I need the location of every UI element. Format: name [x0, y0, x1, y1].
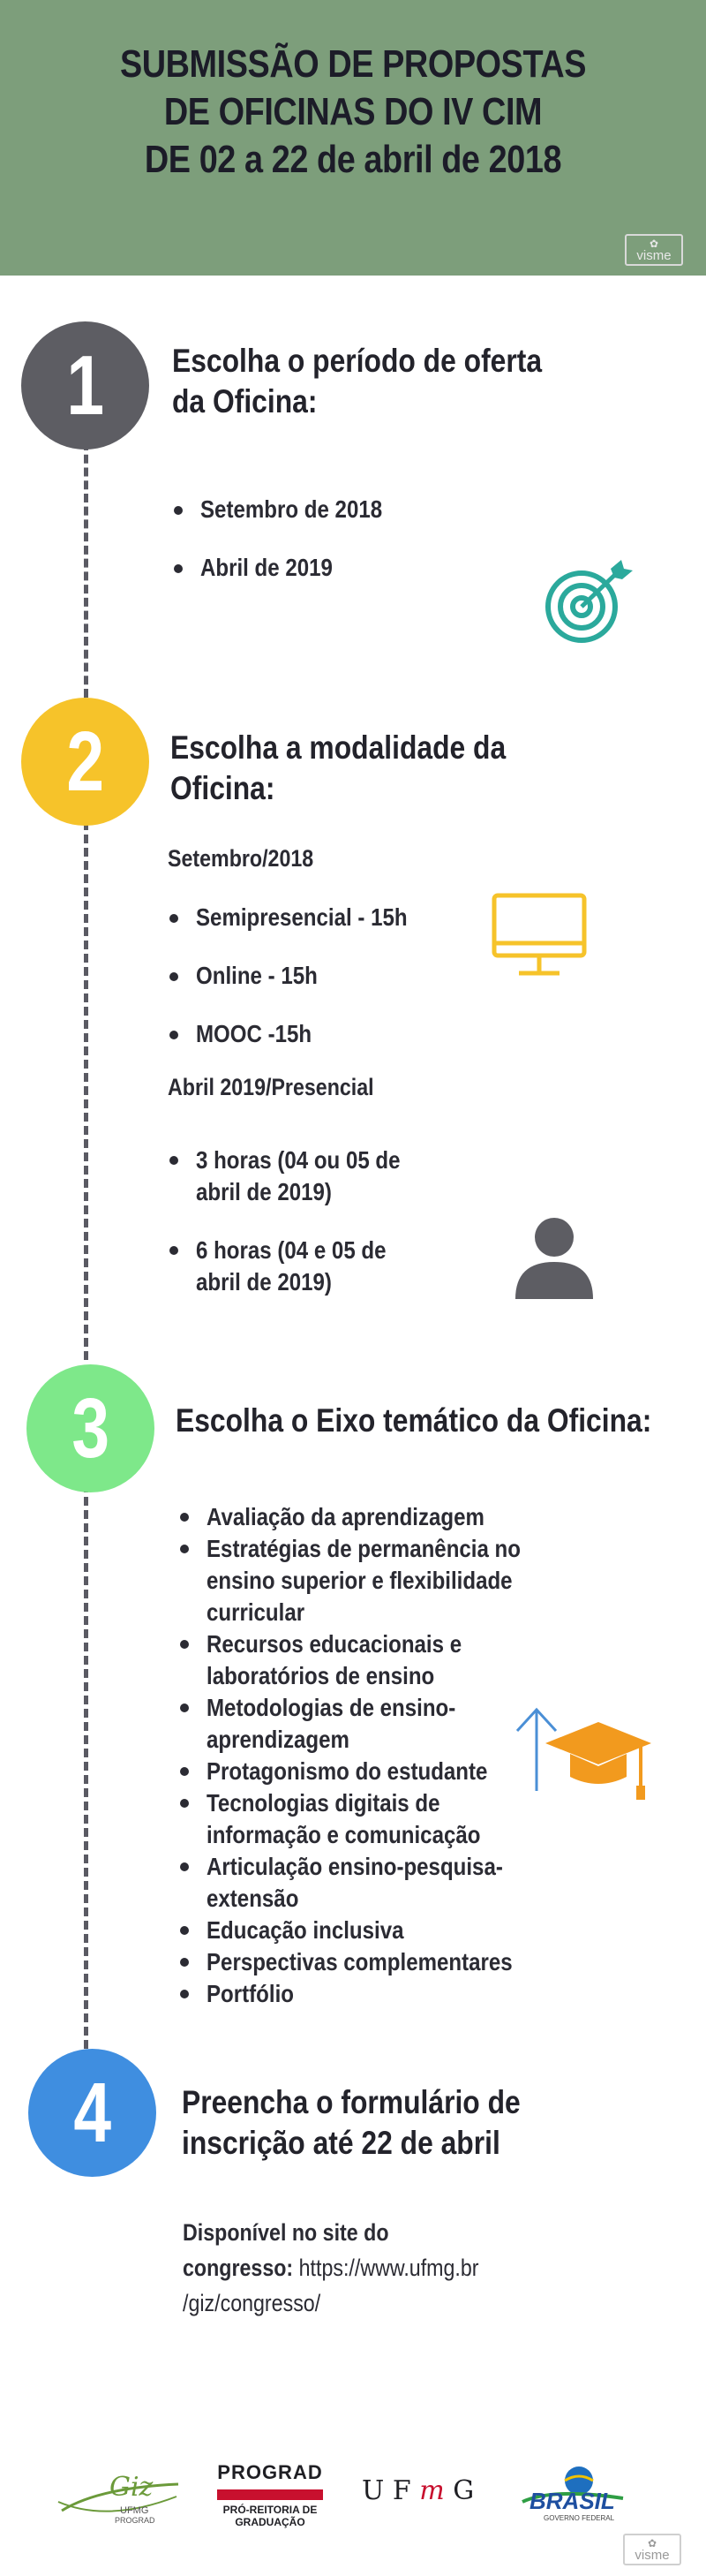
- page-title: SUBMISSÃO DE PROPOSTAS DE OFICINAS DO IV CIM DE 02 a 22 de abril de 2018: [119, 42, 587, 181]
- list-item: Educação inclusiva: [178, 1915, 572, 1946]
- ufmg-logo: U F m G: [362, 2475, 475, 2506]
- list-item: Tecnologias digitais de informação e comunicação: [178, 1787, 572, 1851]
- step-1-circle: 1: [21, 321, 149, 449]
- step-3-circle: 3: [26, 1364, 154, 1492]
- list-item: MOOC -15h: [168, 1019, 442, 1049]
- brasil-governo-logo: BRASIL GOVERNO FEDERAL: [517, 2461, 632, 2523]
- header-banner: [0, 0, 706, 276]
- timeline-connector: [84, 442, 88, 698]
- list-item: Semipresencial - 15h: [168, 903, 442, 933]
- footer-logos: [0, 2451, 706, 2530]
- giz-logo: Giz UFMG PROGRAD: [55, 2470, 187, 2528]
- step-4-circle: 4: [28, 2049, 156, 2177]
- visme-logo-icon: ✿: [649, 238, 659, 250]
- list-item: 3 horas (04 ou 05 de abril de 2019): [168, 1144, 433, 1208]
- step-2-group-1-list: [168, 903, 442, 1077]
- step-1-title: Escolha o período de oferta da Oficina:: [172, 343, 543, 419]
- congress-link[interactable]: https://www.ufmg.br: [293, 2255, 479, 2281]
- list-item: Perspectivas complementares: [178, 1946, 572, 1978]
- monitor-icon: [491, 892, 588, 985]
- step-2-group-2-list: [168, 1144, 433, 1298]
- list-item: Online - 15h: [168, 961, 442, 991]
- visme-logo-icon: ✿: [647, 2537, 657, 2550]
- visme-badge-footer[interactable]: ✿ visme: [623, 2534, 681, 2565]
- prograd-red-bar: [217, 2489, 323, 2500]
- form-note: Disponível no site do congresso: https://www.ufmg.br /giz/congresso/: [183, 2219, 479, 2316]
- step-2-circle: 2: [21, 698, 149, 826]
- list-item: Metodologias de ensino- aprendizagem: [178, 1692, 572, 1756]
- group-label-setembro: Setembro/2018: [168, 845, 314, 872]
- list-item: Avaliação da aprendizagem: [178, 1501, 572, 1533]
- group-label-abril: Abril 2019/Presencial: [168, 1074, 374, 1100]
- list-item: Setembro de 2018: [172, 495, 412, 525]
- target-icon: [540, 558, 637, 651]
- list-item: Recursos educacionais e laboratórios de ensino: [178, 1628, 572, 1692]
- congress-link-continued[interactable]: /giz/congresso/: [183, 2290, 321, 2316]
- timeline-connector: [84, 821, 88, 1360]
- list-item: Articulação ensino-pesquisa- extensão: [178, 1851, 572, 1915]
- timeline-connector: [84, 1484, 88, 2049]
- list-item: Portfólio: [178, 1978, 572, 2010]
- graduation-cap-icon: [510, 1703, 651, 1804]
- step-4-title: Preencha o formulário de inscrição até 22 de abril: [182, 2084, 521, 2161]
- list-item: Estratégias de permanência no ensino superior e flexibilidade curricular: [178, 1533, 572, 1628]
- list-item: Abril de 2019: [172, 553, 412, 583]
- prograd-logo: PROGRAD PRÓ-REITORIA DE GRADUAÇÃO: [217, 2461, 323, 2528]
- list-item: 6 horas (04 e 05 de abril de 2019): [168, 1235, 433, 1298]
- visme-badge[interactable]: ✿ visme: [625, 234, 683, 266]
- user-icon: [512, 1212, 597, 1305]
- step-1-list: [172, 495, 412, 611]
- list-item: Protagonismo do estudante: [178, 1756, 572, 1787]
- step-2-title: Escolha a modalidade da Oficina:: [170, 729, 507, 806]
- step-3-title: Escolha o Eixo temático da Oficina:: [176, 1402, 652, 1439]
